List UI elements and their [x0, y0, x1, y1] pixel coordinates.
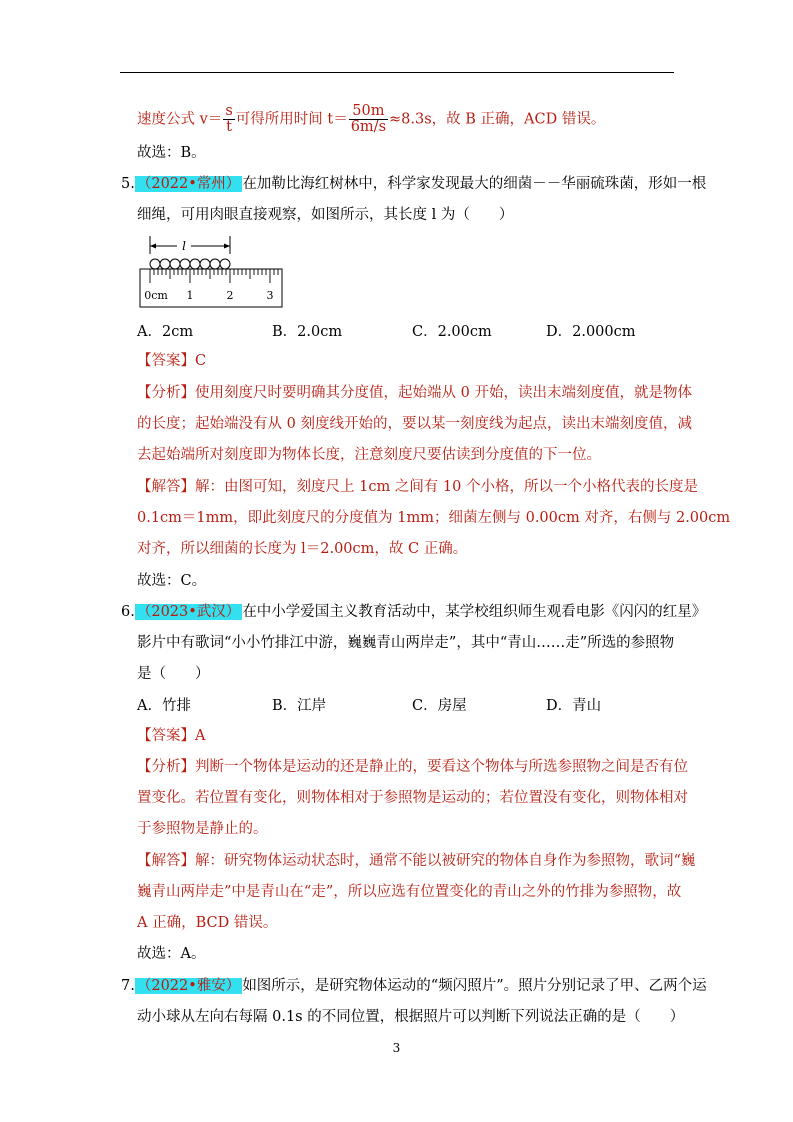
q6-number: 6. — [121, 604, 135, 620]
q5-number: 5. — [121, 176, 135, 192]
fraction-s-over-t: $\frac{s}{t}$ — [225, 103, 233, 135]
q6-analysis-2: 置变化。若位置有变化，则物体相对于参照物是运动的；若位置没有变化，则物体相对 — [137, 790, 688, 806]
q6-stem-line-3: 是（ ） — [137, 666, 210, 682]
q5-solution-1: 【解答】解：由图可知，刻度尺上 1cm 之间有 10 个小格，所以一个小格代表的长度是 — [137, 479, 698, 495]
q5-option-c: C．2.00cm — [412, 324, 492, 340]
q6-option-c: C．房屋 — [412, 698, 467, 714]
q6-source-tag: （2023•武汉） — [136, 604, 241, 620]
q5-solution-3: 对齐，所以细菌的长度为 l＝2.00cm，故 C 正确。 — [137, 541, 468, 557]
fraction-distance-over-speed: $\frac{50m}{6m/s}$ — [350, 103, 387, 135]
q4-solution-line — [137, 104, 605, 135]
q5-analysis-2: 的长度；起始端没有从 0 刻度线开始的，要以某一刻度线为起点，读出末端刻度值，减 — [137, 416, 692, 432]
q5-analysis-1: 【分析】使用刻度尺时要明确其分度值，起始端从 0 开始，读出末端刻度值，就是物体 — [137, 385, 692, 401]
q6-solution-2: 巍青山两岸走”中是青山在“走”，所以应选有位置变化的青山之外的竹排为参照物，故 — [137, 884, 682, 900]
q6-solution-1: 【解答】解：研究物体运动状态时，通常不能以被研究的物体自身作为参照物，歌词“巍 — [137, 853, 696, 869]
page-number: 3 — [392, 1041, 401, 1055]
q6-analysis-1: 【分析】判断一个物体是运动的还是静止的，要看这个物体与所选参照物之间是否有位 — [137, 759, 688, 775]
q4-text-b: 可得所用时间 t＝ — [235, 111, 348, 128]
ruler-label-2: 2 — [226, 289, 234, 302]
ruler-label-1: 1 — [186, 289, 194, 302]
q5-option-b: B．2.0cm — [272, 324, 343, 340]
ruler-ticks — [150, 269, 278, 283]
length-label: l — [182, 239, 186, 253]
q6-option-b: B．江岸 — [272, 698, 327, 714]
q7-stem-line-2: 动小球从左向右每隔 0.1s 的不同位置，根据照片可以判断下列说法正确的是（ ） — [137, 1009, 685, 1025]
q6-analysis-3: 于参照物是静止的。 — [137, 821, 268, 837]
q7-number: 7. — [121, 978, 135, 994]
q6-option-a: A．竹排 — [137, 698, 191, 714]
q5-stem-line-1 — [121, 174, 706, 194]
q6-answer: 【答案】A — [137, 728, 206, 744]
q7-stem-text-1: 如图所示，是研究物体运动的“频闪照片”。照片分别记录了甲、乙两个运 — [242, 978, 707, 994]
q6-stem-line-1 — [121, 602, 706, 622]
ruler-label-3: 3 — [266, 289, 274, 302]
q5-choice: 故选：C。 — [137, 573, 207, 589]
q5-solution-2: 0.1cm＝1mm，即此刻度尺的分度值为 1mm；细菌左侧与 0.00cm 对齐，右侧与 2.00cm — [137, 510, 731, 526]
q4-choice: 故选：B。 — [137, 145, 206, 161]
q6-stem-text-1: 在中小学爱国主义教育活动中，某学校组织师生观看电影《闪闪的红星》 — [242, 604, 707, 620]
q5-option-a: A．2cm — [137, 324, 194, 340]
ruler-diagram — [139, 233, 289, 309]
q5-source-tag: （2022•常州） — [136, 176, 241, 192]
ruler-label-0: 0cm — [144, 289, 168, 302]
q5-option-d: D．2.000cm — [546, 324, 636, 340]
q6-option-d: D．青山 — [546, 698, 602, 714]
q5-stem-text-1: 在加勒比海红树林中，科学家发现最大的细菌－－华丽硫珠菌，形如一根 — [242, 176, 707, 192]
ruler-figure — [139, 233, 289, 313]
bacteria-chain — [150, 259, 230, 269]
q6-choice: 故选：A。 — [137, 946, 206, 962]
q5-answer: 【答案】C — [137, 353, 207, 369]
q7-stem-line-1 — [121, 976, 707, 996]
q4-text-c: ≈8.3s，故 B 正确，ACD 错误。 — [389, 111, 606, 128]
q4-text-a: 速度公式 v＝ — [137, 111, 223, 128]
header-rule — [120, 72, 674, 73]
q5-stem-line-2: 细绳，可用肉眼直接观察，如图所示，其长度 l 为（ ） — [137, 207, 514, 223]
q6-stem-line-2: 影片中有歌词“小小竹排江中游，巍巍青山两岸走”，其中“青山……走”所选的参照物 — [137, 635, 675, 651]
q6-solution-3: A 正确，BCD 错误。 — [137, 915, 278, 931]
q7-source-tag: （2022•雅安） — [136, 978, 241, 994]
q5-analysis-3: 去起始端所对刻度即为物体长度，注意刻度尺要估读到分度值的下一位。 — [137, 447, 601, 463]
